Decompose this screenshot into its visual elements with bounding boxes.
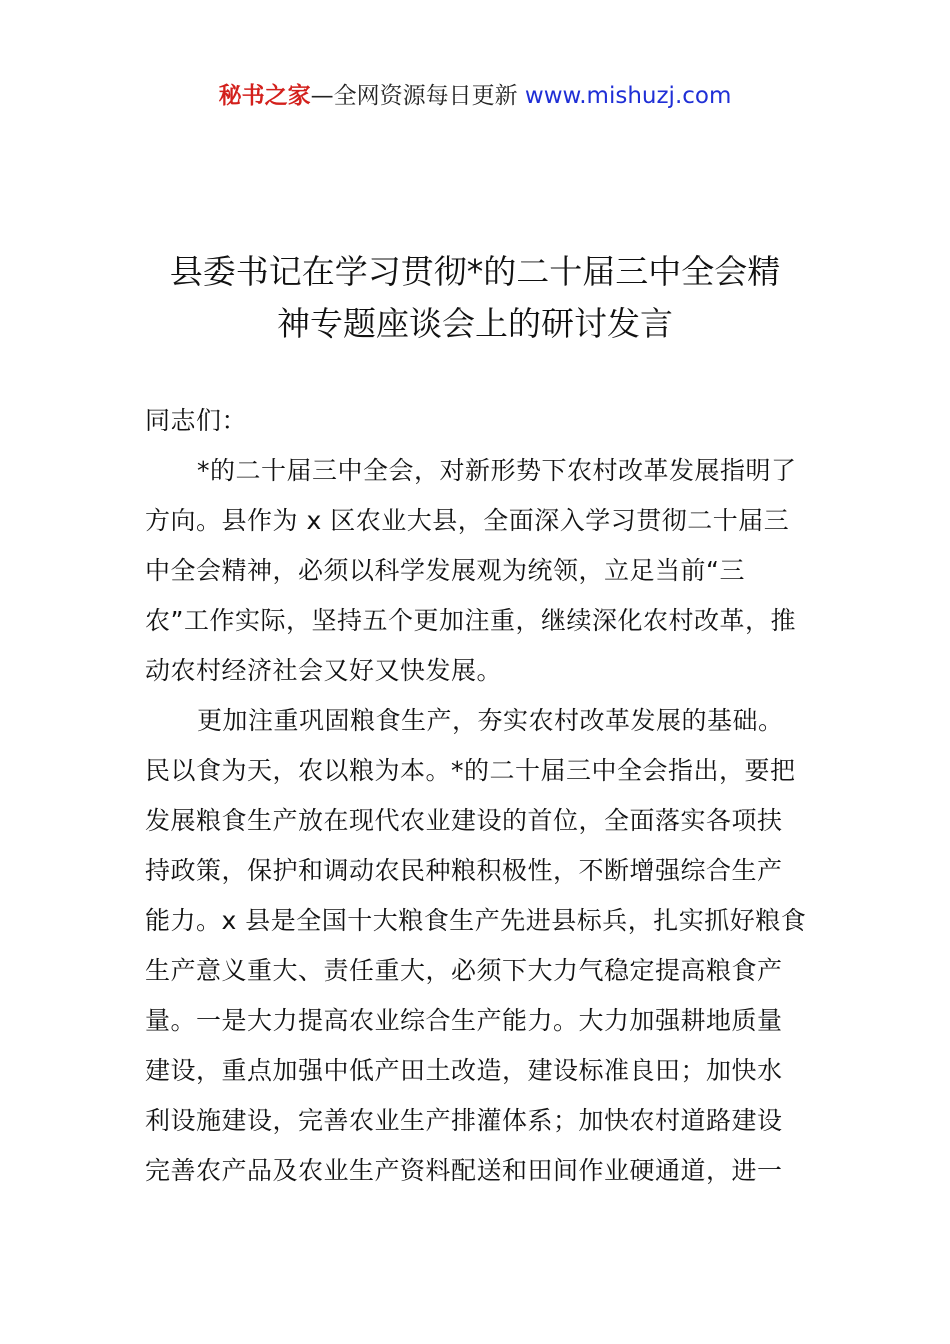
document-title-line-2: 神专题座谈会上的研讨发言 [277, 304, 673, 343]
site-brand: 秘书之家 [218, 83, 311, 109]
site-header [0, 80, 950, 112]
document-body [145, 396, 807, 1196]
document-title-line-1: 县委书记在学习贯彻*的二十届三中全会精 [169, 252, 781, 291]
salutation: 同志们： [145, 406, 248, 435]
paragraph-2: 更加注重巩固粮食生产，夯实农村改革发展的基础。民以食为天，农以粮为本。*的二十届三中全会指出，要把发展粮食生产放在现代农业建设的首位，全面落实各项扶持政策，保护和调动农民种粮积极性，不断增强综合生产能力。x 县是全国十大粮食生产先进县标兵，扎实抓好粮食生产意义重大、责任重大，必须下大力气稳定提高粮食产量。一是大力提高农业综合生产能力。大力加强耕地质量建设，重点加强中低产田土改造，建设标准良田；加快水利设施建设，完善农业生产排灌体系；加快农村道路建设完善农产品及农业生产资料配送和田间作业硬通道，进一 [145, 706, 807, 1185]
document-title [100, 246, 850, 350]
paragraph-1: *的二十届三中全会，对新形势下农村改革发展指明了方向。县作为 x 区农业大县，全面深入学习贯彻二十届三中全会精神，必须以科学发展观为统领，立足当前“三农”工作实际，坚持五个更加注重，继续深化农村改革，推动农村经济社会又好又快发展。 [145, 456, 797, 685]
site-tagline: —全网资源每日更新 [310, 83, 518, 109]
site-url-link[interactable]: www.mishuzj.com [524, 83, 732, 109]
